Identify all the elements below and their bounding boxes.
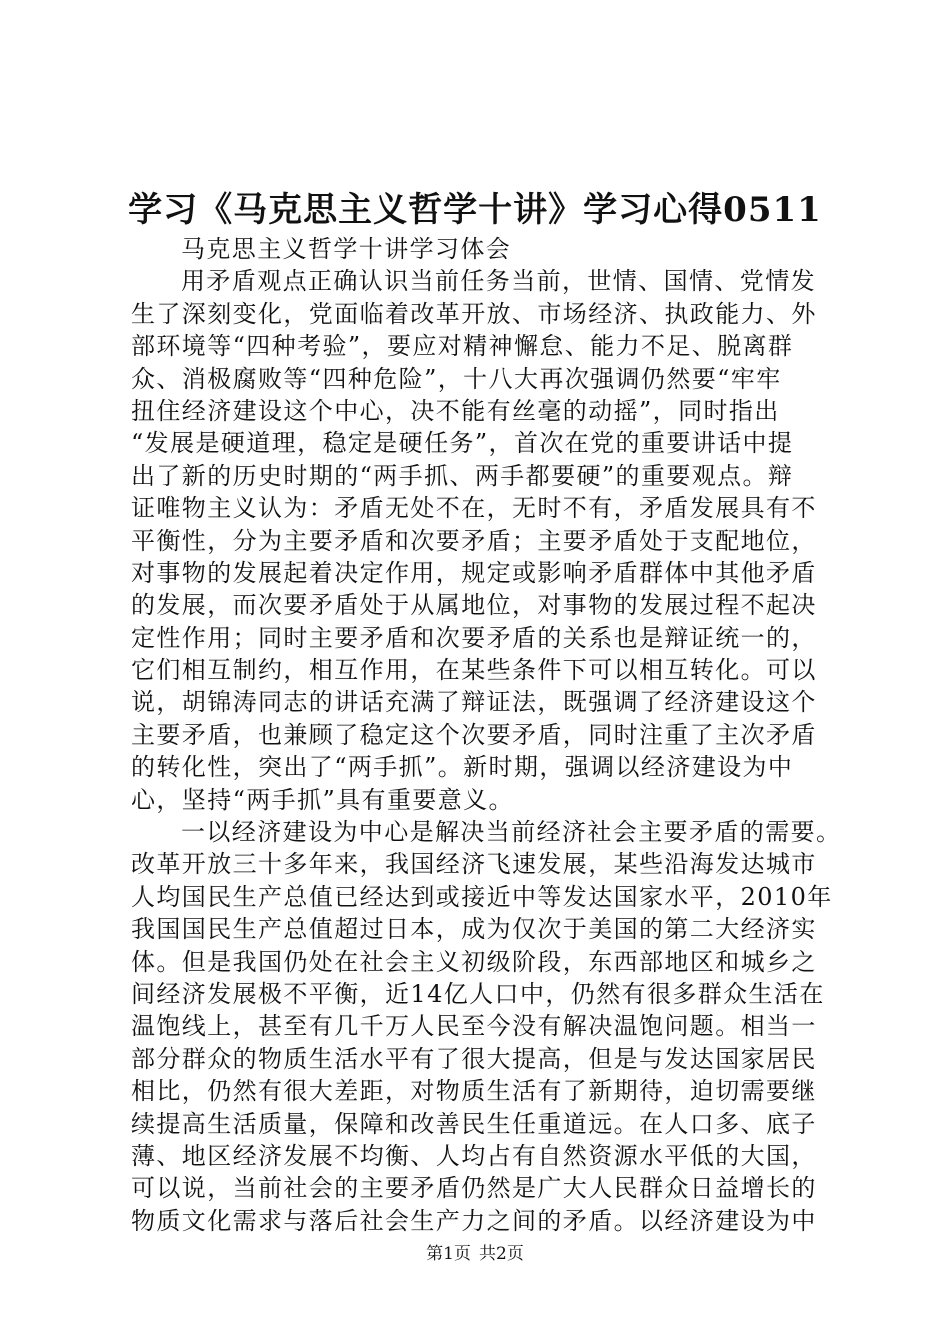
paragraph-line: “发展是硬道理，稳定是硬任务”，首次在党的重要讲话中提 — [131, 429, 794, 458]
paragraph-line: 出了新的历史时期的“两手抓、两手都要硬”的重要观点。辩 — [131, 461, 794, 490]
page-number: 第1页 — [426, 1244, 471, 1264]
paragraph-line: 一以经济建设为中心是解决当前经济社会主要矛盾的需要。 — [181, 818, 842, 847]
paragraph-line: 人均国民生产总值已经达到或接近中等发达国家水平，2010年 — [131, 882, 833, 911]
paragraph-line: 部环境等“四种考验”，要应对精神懈怠、能力不足、脱离群 — [131, 332, 794, 361]
paragraph-line: 体。但是我国仍处在社会主义初级阶段，东西部地区和城乡之 — [131, 947, 817, 976]
paragraph-line: 部分群众的物质生活水平有了很大提高，但是与发达国家居民 — [131, 1044, 817, 1073]
paragraph-line: 证唯物主义认为：矛盾无处不在，无时不有，矛盾发展具有不 — [131, 494, 817, 523]
paragraph-line: 说，胡锦涛同志的讲话充满了辩证法，既强调了经济建设这个 — [131, 688, 817, 717]
paragraph-line: 心，坚持“两手抓”具有重要意义。 — [131, 785, 514, 814]
page-total: 共2页 — [479, 1244, 524, 1264]
paragraph-line: 的发展，而次要矛盾处于从属地位，对事物的发展过程不起决 — [131, 591, 817, 620]
subtitle-line: 马克思主义哲学十讲学习体会 — [181, 235, 512, 263]
paragraph-line: 生了深刻变化，党面临着改革开放、市场经济、执政能力、外 — [131, 299, 817, 328]
paragraph-line: 的转化性，突出了“两手抓”。新时期，强调以经济建设为中 — [131, 753, 794, 782]
paragraph-line: 我国国民生产总值超过日本，成为仅次于美国的第二大经济实 — [131, 915, 817, 944]
paragraph-line: 相比，仍然有很大差距，对物质生活有了新期待，迫切需要继 — [131, 1077, 817, 1106]
paragraph-line: 平衡性，分为主要矛盾和次要矛盾；主要矛盾处于支配地位， — [131, 526, 817, 555]
paragraph-line: 主要矛盾，也兼顾了稳定这个次要矛盾，同时注重了主次矛盾 — [131, 720, 817, 749]
paragraph-line: 物质文化需求与落后社会生产力之间的矛盾。以经济建设为中 — [131, 1206, 817, 1235]
paragraph-line: 薄、地区经济发展不均衡、人均占有自然资源水平低的大国， — [131, 1141, 817, 1170]
paragraph-line: 众、消极腐败等“四种危险”，十八大再次强调仍然要“牢牢 — [131, 364, 782, 393]
paragraph-line: 改革开放三十多年来，我国经济飞速发展，某些沿海发达城市 — [131, 850, 817, 879]
paragraph-line: 用矛盾观点正确认识当前任务当前，世情、国情、党情发 — [181, 267, 816, 296]
paragraph-line: 对事物的发展起着决定作用，规定或影响矛盾群体中其他矛盾 — [131, 558, 817, 587]
paragraph-line: 它们相互制约，相互作用，在某些条件下可以相互转化。可以 — [131, 656, 817, 685]
paragraph-line: 温饱线上，甚至有几千万人民至今没有解决温饱问题。相当一 — [131, 1012, 817, 1041]
paragraph-line: 扭住经济建设这个中心，决不能有丝毫的动摇”，同时指出 — [131, 396, 780, 425]
document-title: 学习《马克思主义哲学十讲》学习心得0511 — [128, 190, 822, 230]
document-body — [131, 233, 842, 1237]
paragraph-line: 续提高生活质量，保障和改善民生任重道远。在人口多、底子 — [131, 1109, 817, 1138]
page-footer — [0, 1243, 950, 1265]
paragraph-line: 间经济发展极不平衡，近14亿人口中，仍然有很多群众生活在 — [131, 979, 825, 1008]
paragraph-line: 定性作用；同时主要矛盾和次要矛盾的关系也是辩证统一的， — [131, 623, 817, 652]
paragraph-line: 可以说，当前社会的主要矛盾仍然是广大人民群众日益增长的 — [131, 1174, 817, 1203]
